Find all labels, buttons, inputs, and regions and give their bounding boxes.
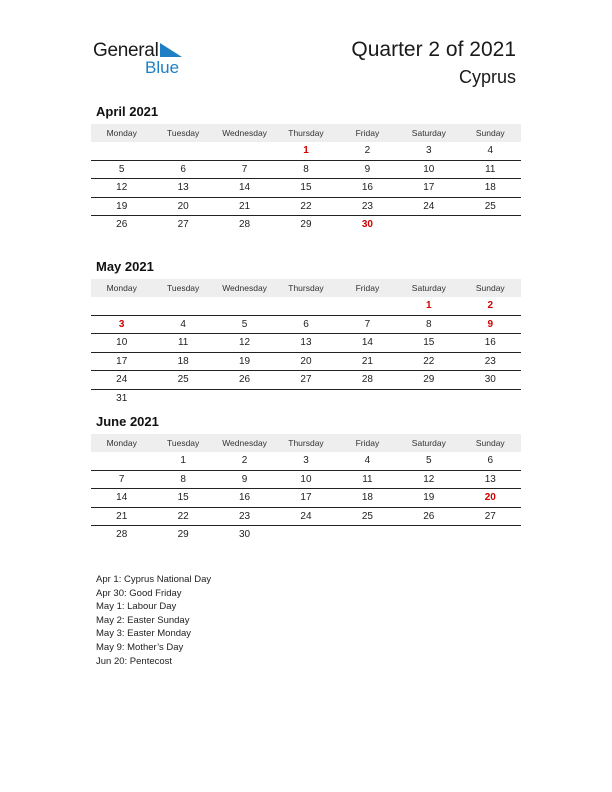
holiday-item: May 3: Easter Monday (96, 628, 192, 640)
empty-day-cell (214, 142, 275, 160)
week-row (91, 179, 521, 198)
day-cell: 30 (238, 529, 251, 541)
empty-day-cell (91, 297, 152, 315)
day-cell: 16 (460, 334, 521, 353)
day-cell: 9 (460, 315, 521, 334)
weekday-header: Friday (337, 279, 398, 297)
day-cell: 23 (337, 197, 398, 216)
day-cell: 20 (152, 197, 213, 216)
holiday-item: Apr 1: Cyprus National Day (96, 574, 212, 585)
month-title: June 2021 (96, 414, 159, 429)
day-cell: 8 (275, 160, 336, 179)
weekday-header: Monday (91, 124, 152, 142)
day-cell: 12 (398, 470, 459, 489)
day-cell: 25 (152, 371, 213, 390)
day-cell: 9 (214, 470, 275, 489)
day-cell: 12 (91, 179, 152, 198)
week-row (91, 507, 521, 526)
weekday-header: Monday (91, 279, 152, 297)
holiday-item: Jun 20: Pentecost (96, 655, 173, 667)
day-cell: 29 (177, 529, 189, 541)
empty-day-cell (152, 142, 213, 160)
month-april (91, 103, 521, 234)
day-cell: 20 (460, 489, 521, 508)
weekday-header: Sunday (460, 434, 521, 452)
week-row (91, 297, 521, 315)
day-cell: 13 (275, 334, 336, 353)
weekday-header: Tuesday (152, 434, 213, 452)
day-cell: 22 (152, 507, 213, 526)
day-cell: 3 (275, 452, 336, 470)
day-cell: 6 (275, 315, 336, 334)
day-cell: 30 (460, 371, 521, 390)
weekday-header: Sunday (460, 279, 521, 297)
day-cell: 4 (152, 315, 213, 334)
day-cell: 1 (275, 142, 336, 160)
day-cell: 7 (337, 315, 398, 334)
country-name: Cyprus (458, 67, 516, 87)
day-cell: 17 (91, 352, 152, 371)
day-cell: 5 (91, 160, 152, 179)
week-row (91, 334, 521, 353)
empty-day-cell (398, 216, 459, 234)
week-row (91, 160, 521, 179)
day-cell: 8 (152, 470, 213, 489)
day-cell: 4 (460, 142, 521, 160)
holiday-item: Apr 30: Good Friday (96, 587, 182, 599)
day-cell: 7 (91, 470, 152, 489)
empty-day-cell (398, 526, 459, 544)
calendar-table (91, 434, 521, 544)
day-cell: 10 (275, 470, 336, 489)
weekday-header: Friday (337, 434, 398, 452)
empty-day-cell (275, 389, 336, 407)
day-cell: 28 (238, 219, 251, 231)
month-june (91, 413, 521, 544)
weekday-header: Tuesday (152, 279, 213, 297)
week-row (91, 489, 521, 508)
day-cell: 2 (337, 142, 398, 160)
day-cell: 30 (361, 219, 373, 231)
weekday-header: Thursday (275, 124, 336, 142)
day-cell: 10 (91, 334, 152, 353)
weekday-header: Thursday (275, 279, 336, 297)
day-cell: 10 (398, 160, 459, 179)
day-cell: 31 (116, 392, 128, 404)
weekday-header: Saturday (398, 279, 459, 297)
weekday-header: Saturday (398, 124, 459, 142)
day-cell: 13 (152, 179, 213, 198)
empty-day-cell (152, 389, 213, 407)
day-cell: 8 (398, 315, 459, 334)
day-cell: 23 (460, 352, 521, 371)
day-cell: 18 (152, 352, 213, 371)
day-cell: 25 (460, 197, 521, 216)
weekday-header: Saturday (398, 434, 459, 452)
weekday-header: Wednesday (214, 434, 275, 452)
month-title: April 2021 (96, 104, 159, 119)
calendar-table (91, 279, 521, 407)
empty-day-cell (398, 389, 459, 407)
day-cell: 28 (337, 371, 398, 390)
day-cell: 24 (275, 507, 336, 526)
week-row (91, 197, 521, 216)
day-cell: 5 (398, 452, 459, 470)
week-row (91, 371, 521, 390)
day-cell: 6 (460, 452, 521, 470)
logo-blue-text: Blue (145, 58, 180, 77)
weekday-header: Monday (91, 434, 152, 452)
day-cell: 7 (214, 160, 275, 179)
weekday-header: Wednesday (214, 279, 275, 297)
calendar-table (91, 124, 521, 234)
day-cell: 1 (398, 297, 459, 315)
day-cell: 24 (398, 197, 459, 216)
day-cell: 15 (398, 334, 459, 353)
day-cell: 16 (214, 489, 275, 508)
weekday-header: Tuesday (152, 124, 213, 142)
day-cell: 15 (152, 489, 213, 508)
day-cell: 11 (337, 470, 398, 489)
day-cell: 14 (91, 489, 152, 508)
day-cell: 18 (460, 179, 521, 198)
day-cell: 29 (398, 371, 459, 390)
day-cell: 2 (460, 297, 521, 315)
day-cell: 13 (460, 470, 521, 489)
weekday-header: Friday (337, 124, 398, 142)
day-cell: 9 (337, 160, 398, 179)
day-cell: 12 (214, 334, 275, 353)
generalblue-logo (93, 40, 203, 80)
empty-day-cell (214, 389, 275, 407)
day-cell: 27 (275, 371, 336, 390)
empty-day-cell (91, 142, 152, 160)
day-cell: 11 (152, 334, 213, 353)
empty-day-cell (460, 389, 521, 407)
weekday-header: Sunday (460, 124, 521, 142)
holiday-item: May 1: Labour Day (96, 601, 177, 613)
week-row (91, 389, 521, 407)
day-cell: 24 (91, 371, 152, 390)
week-row (91, 142, 521, 160)
week-row (91, 526, 521, 544)
day-cell: 19 (91, 197, 152, 216)
holiday-item: May 2: Easter Sunday (96, 614, 190, 626)
day-cell: 21 (91, 507, 152, 526)
week-row (91, 452, 521, 470)
day-cell: 19 (214, 352, 275, 371)
empty-day-cell (337, 526, 398, 544)
day-cell: 19 (398, 489, 459, 508)
day-cell: 26 (398, 507, 459, 526)
holiday-item: May 9: Mother’s Day (96, 641, 184, 653)
day-cell: 2 (214, 452, 275, 470)
month-title: May 2021 (96, 259, 154, 274)
day-cell: 3 (91, 315, 152, 334)
day-cell: 17 (275, 489, 336, 508)
day-cell: 5 (214, 315, 275, 334)
logo-triangle-icon (160, 43, 182, 57)
day-cell: 23 (214, 507, 275, 526)
day-cell: 29 (300, 219, 312, 231)
empty-day-cell (337, 297, 398, 315)
day-cell: 21 (214, 197, 275, 216)
empty-day-cell (275, 526, 336, 544)
empty-day-cell (152, 297, 213, 315)
day-cell: 26 (214, 371, 275, 390)
empty-day-cell (214, 297, 275, 315)
day-cell: 15 (275, 179, 336, 198)
day-cell: 6 (152, 160, 213, 179)
day-cell: 20 (275, 352, 336, 371)
day-cell: 14 (337, 334, 398, 353)
day-cell: 4 (337, 452, 398, 470)
day-cell: 28 (116, 529, 128, 541)
day-cell: 25 (337, 507, 398, 526)
empty-day-cell (275, 297, 336, 315)
day-cell: 17 (398, 179, 459, 198)
day-cell: 16 (337, 179, 398, 198)
empty-day-cell (337, 389, 398, 407)
weekday-header: Thursday (275, 434, 336, 452)
week-row (91, 216, 521, 234)
day-cell: 14 (214, 179, 275, 198)
month-may (91, 258, 521, 407)
day-cell: 27 (177, 219, 189, 231)
day-cell: 22 (275, 197, 336, 216)
day-cell: 21 (337, 352, 398, 371)
week-row (91, 352, 521, 371)
day-cell: 27 (460, 507, 521, 526)
empty-day-cell (460, 216, 521, 234)
day-cell: 22 (398, 352, 459, 371)
day-cell: 18 (337, 489, 398, 508)
holiday-list (96, 573, 211, 668)
logo-general-text: General (93, 40, 159, 61)
week-row (91, 315, 521, 334)
page-title: Quarter 2 of 2021 (351, 38, 516, 61)
day-cell: 26 (116, 219, 128, 231)
weekday-header: Wednesday (214, 124, 275, 142)
empty-day-cell (460, 526, 521, 544)
empty-day-cell (91, 452, 152, 470)
day-cell: 3 (398, 142, 459, 160)
day-cell: 11 (460, 160, 521, 179)
week-row (91, 470, 521, 489)
day-cell: 1 (152, 452, 213, 470)
